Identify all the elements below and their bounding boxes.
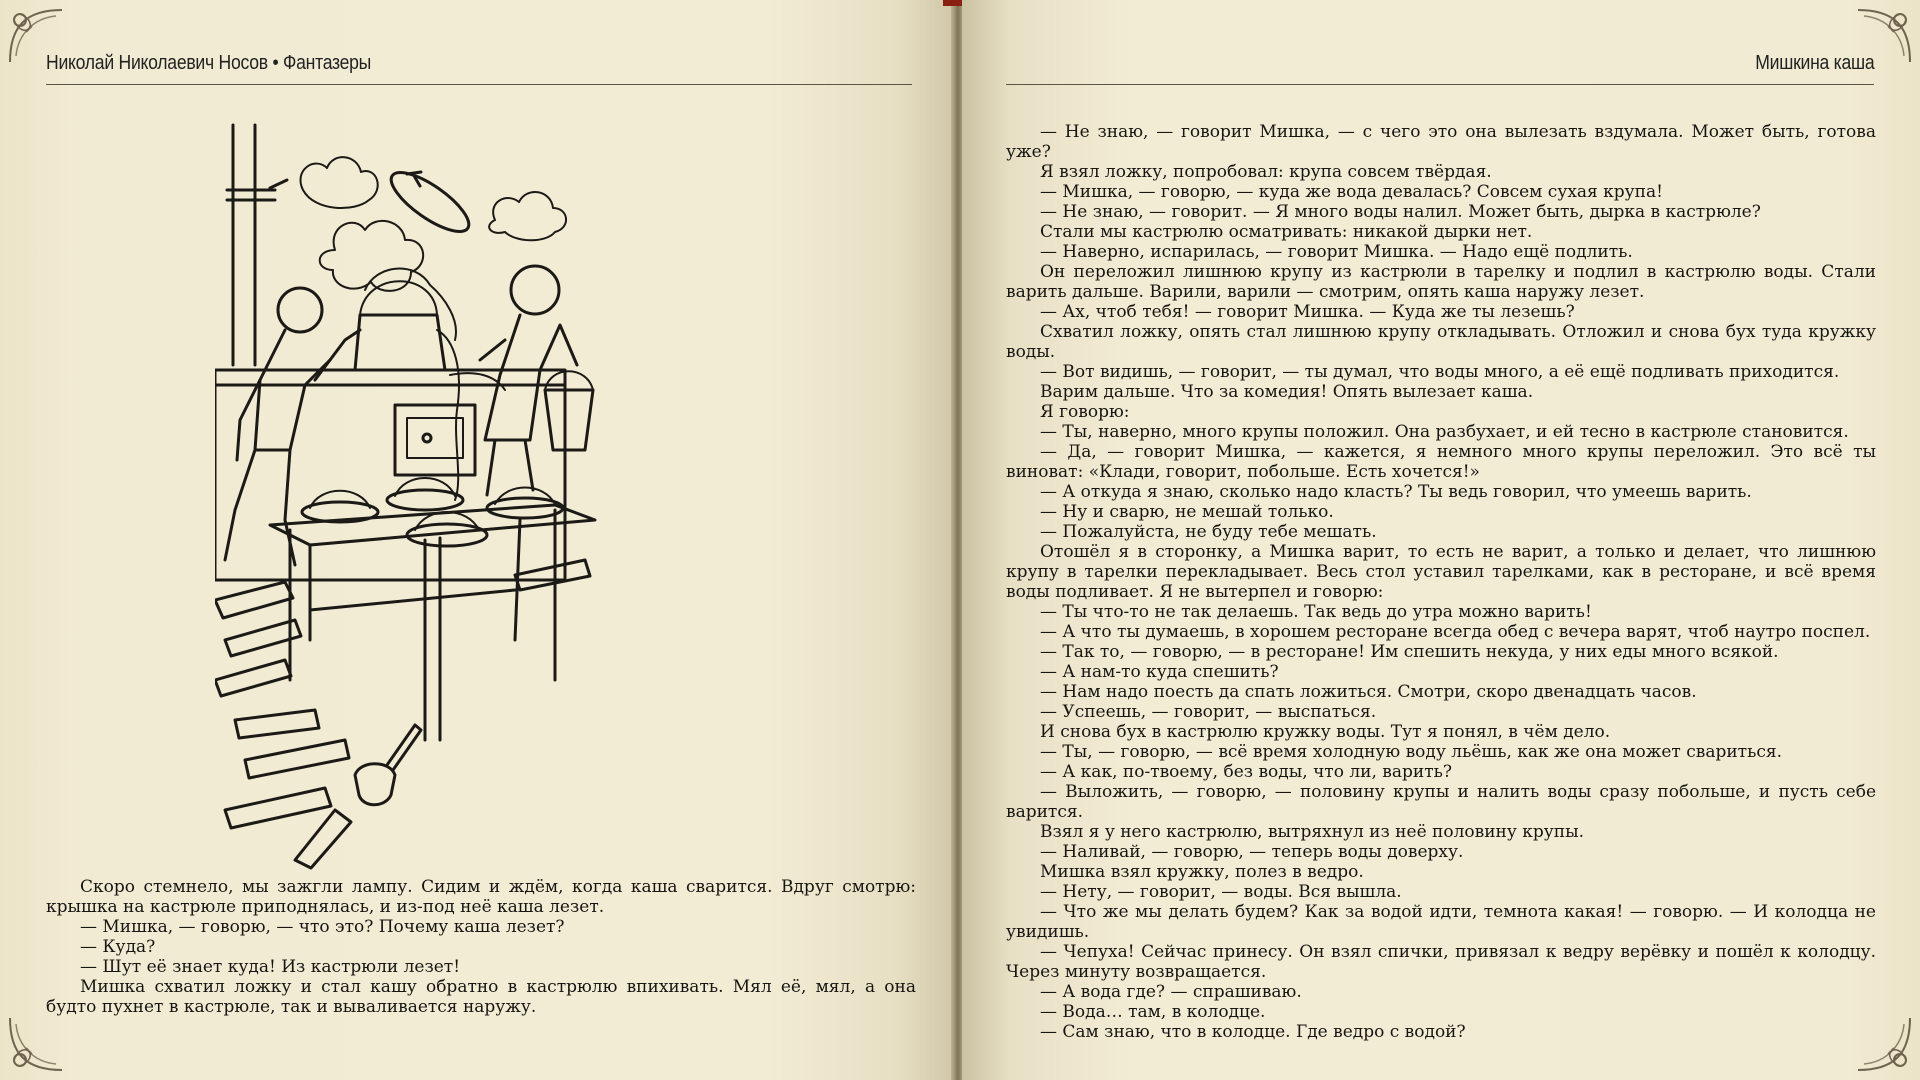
paragraph: — Что же мы делать будем? Как за водой идти, темнота какая! — говорю. — И колодца не увидишь. [1006, 902, 1876, 942]
paragraph: — Ах, чтоб тебя! — говорит Мишка. — Куда же ты лезешь? [1040, 302, 1575, 322]
paragraph: — А откуда я знаю, сколько надо класть? Ты ведь говорил, что умеешь варить. [1040, 482, 1752, 502]
paragraph: Он переложил лишнюю крупу из кастрюли в тарелку и подлил в кастрюлю воды. Стали варить дальше. Варили, варили — смотрим, опять каша наружу лезет. [1006, 262, 1876, 302]
paragraph: — Не знаю, — говорит Мишка, — с чего это она вылезать вздумала. Может быть, готова уже? [1006, 122, 1876, 162]
paragraph: — Так то, — говорю, — в ресторане! Им спешить некуда, у них еды много всякой. [1040, 642, 1779, 662]
paragraph: — Ты что-то не так делаешь. Так ведь до утра можно варить! [1040, 602, 1592, 622]
header-rule [1006, 84, 1874, 85]
paragraph: Стали мы кастрюлю осматривать: никакой дырки нет. [1040, 222, 1533, 242]
paragraph: Скоро стемнело, мы зажгли лампу. Сидим и ждём, когда каша сварится. Вдруг смотрю: крышка на кастрюле приподнялась, и из-под неё каша лезет. [46, 877, 916, 917]
paragraph: — А что ты думаешь, в хорошем ресторане всегда обед с вечера варят, чтоб наутро поспел. [1040, 622, 1871, 642]
paragraph: Варим дальше. Что за комедия! Опять вылезает каша. [1040, 382, 1534, 402]
paragraph: — Вода… там, в колодце. [1040, 1002, 1266, 1022]
paragraph: Отошёл я в сторонку, а Мишка варит, то есть не варит, а только и делает, что лишнюю крупу в тарелки перекладывает. Весь стол уставил тарелками, как в ресторане, и всё время воды подливает. Я не вытерпел и говорю: [1006, 542, 1876, 602]
paragraph: — Ты, — говорю, — всё время холодную воду льёшь, как же она может свариться. [1040, 742, 1782, 762]
right-page[interactable] [962, 0, 1920, 1080]
ornament-corner-icon [6, 1014, 66, 1074]
paragraph: Я говорю: [1040, 402, 1130, 422]
paragraph: — Нету, — говорит, — воды. Вся вышла. [1040, 882, 1402, 902]
paragraph: — Пожалуйста, не буду тебе мешать. [1040, 522, 1377, 542]
running-head-title: Мишкина каша [1754, 52, 1874, 74]
paragraph: — Нам надо поесть да спать ложиться. Смотри, скоро двенадцать часов. [1040, 682, 1697, 702]
left-page-text [46, 877, 916, 1017]
paragraph: — Наверно, испарилась, — говорит Мишка. — Надо ещё подлить. [1040, 242, 1633, 262]
paragraph: Я взял ложку, попробовал: крупа совсем твёрдая. [1040, 162, 1492, 182]
paragraph: — Ну и сварю, не мешай только. [1040, 502, 1334, 522]
header-rule [46, 84, 912, 85]
paragraph: — Куда? [80, 937, 156, 957]
paragraph: — Успеешь, — говорит, — выспаться. [1040, 702, 1377, 722]
paragraph: — Ты, наверно, много крупы положил. Она разбухает, и ей тесно в кастрюле становится. [1040, 422, 1849, 442]
paragraph: — А как, по-твоему, без воды, что ли, варить? [1040, 762, 1452, 782]
left-page[interactable] [0, 0, 955, 1080]
paragraph: Схватил ложку, опять стал лишнюю крупу откладывать. Отложил и снова бух туда кружку воды. [1006, 322, 1876, 362]
paragraph: — Мишка, — говорю, — куда же вода девалась? Совсем сухая крупа! [1040, 182, 1663, 202]
paragraph: — А вода где? — спрашиваю. [1040, 982, 1302, 1002]
right-page-text [1006, 122, 1876, 1042]
paragraph: — Сам знаю, что в колодце. Где ведро с водой? [1040, 1022, 1466, 1042]
paragraph: — А нам-то куда спешить? [1040, 662, 1279, 682]
paragraph: И снова бух в кастрюлю кружку воды. Тут я понял, в чём дело. [1040, 722, 1611, 742]
paragraph: — Чепуха! Сейчас принесу. Он взял спички, привязал к ведру верёвку и пошёл к колодцу. Через минуту возвращается. [1006, 942, 1876, 982]
paragraph: — Да, — говорит Мишка, — кажется, я немного много крупы переложил. Это всё ты виноват: «Клади, говорит, побольше. Есть хочется!» [1006, 442, 1876, 482]
paragraph: — Не знаю, — говорит. — Я много воды налил. Может быть, дырка в кастрюле? [1040, 202, 1761, 222]
paragraph: Взял я у него кастрюлю, вытряхнул из неё половину крупы. [1040, 822, 1585, 842]
paragraph: — Выложить, — говорю, — половину крупы и налить воды сразу побольше, и пусть себе варится. [1006, 782, 1876, 822]
paragraph: Мишка взял кружку, полез в ведро. [1040, 862, 1364, 882]
running-head-author: Николай Николаевич Носов • Фантазеры [46, 52, 372, 74]
paragraph: Мишка схватил ложку и стал кашу обратно в кастрюлю впихивать. Мял её, мял, а она будто пухнет в кастрюле, так и вываливается наружу. [46, 977, 916, 1017]
paragraph: — Вот видишь, — говорит, — ты думал, что воды много, а её ещё подливать приходится. [1040, 362, 1840, 382]
paragraph: — Шут её знает куда! Из кастрюли лезет! [80, 957, 461, 977]
paragraph: — Наливай, — говорю, — теперь воды доверху. [1040, 842, 1464, 862]
paragraph: — Мишка, — говорю, — что это? Почему каша лезет? [80, 917, 565, 937]
illustration [215, 120, 745, 870]
